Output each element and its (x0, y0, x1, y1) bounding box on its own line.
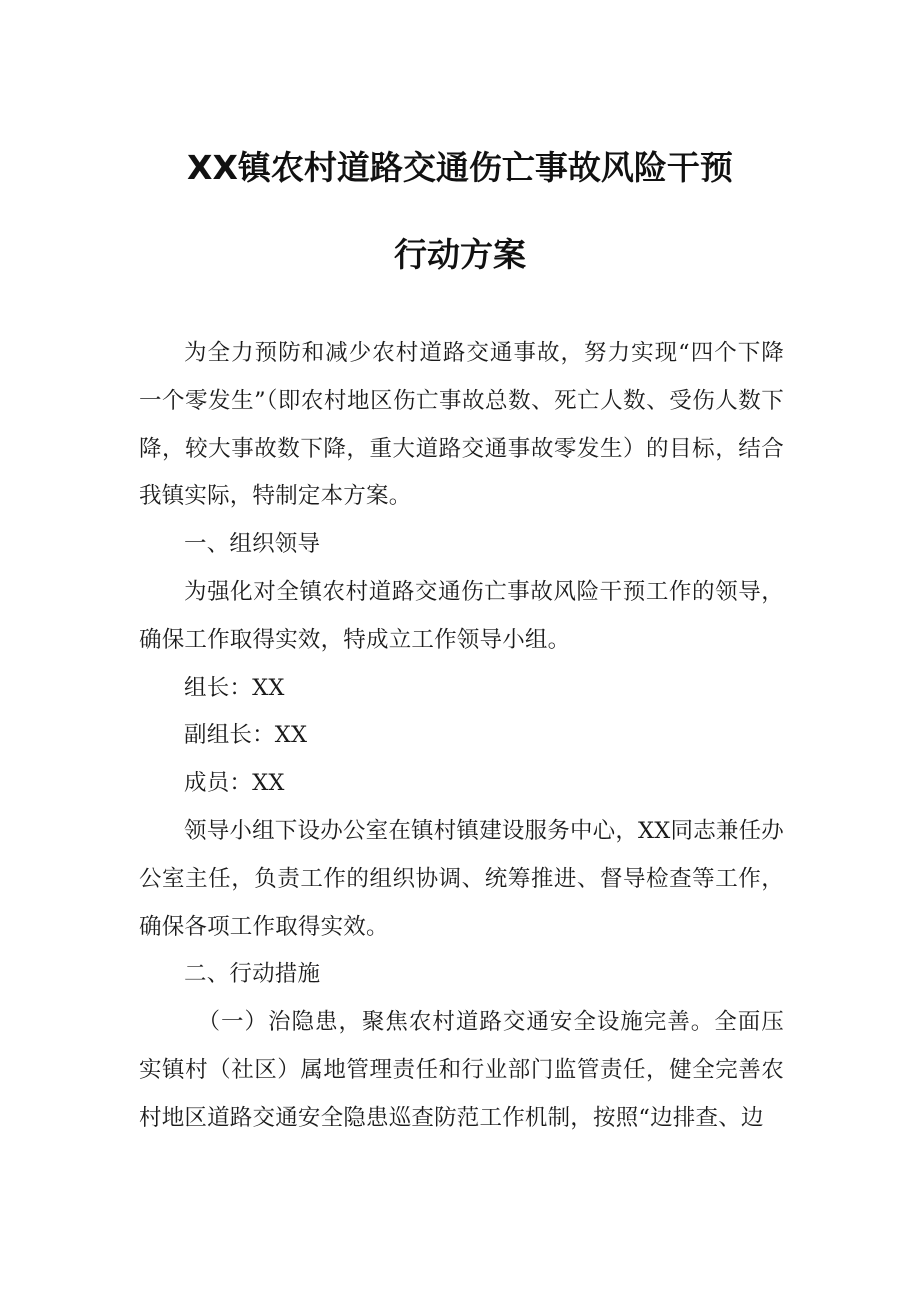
document-title-line-1: XX镇农村道路交通伤亡事故风险干预 (187, 148, 733, 187)
team-members: 成员：XX (184, 770, 285, 797)
paragraph-office: 领导小组下设办公室在镇村镇建设服务中心，XX同志兼任办公室主任，负责工作的组织协调、统筹推进、督导检查等工作，确保各项工作取得实效。 (139, 817, 784, 940)
team-deputy-leader: 副组长：XX (184, 722, 308, 749)
paragraph-leadership: 为强化对全镇农村道路交通伤亡事故风险干预工作的领导，确保工作取得实效，特成立工作领导小组。 (139, 578, 784, 653)
paragraph-intro: 为全力预防和减少农村道路交通事故，努力实现“四个下降一个零发生”（即农村地区伤亡事故总数、死亡人数、受伤人数下降，较大事故数下降，重大道路交通事故零发生）的目标，结合我镇实际，特制定本方案。 (139, 340, 784, 510)
document-body (139, 330, 784, 1143)
document-title-line-2: 行动方案 (394, 235, 526, 274)
section-heading-2: 二、行动措施 (184, 961, 321, 988)
paragraph-measure-1: （一）治隐患，聚焦农村道路交通安全设施完善。全面压实镇村（社区）属地管理责任和行业部门监管责任，健全完善农村地区道路交通安全隐患巡查防范工作机制，按照“边排查、边 (139, 1009, 784, 1131)
team-leader: 组长：XX (184, 674, 285, 701)
section-heading-1: 一、组织领导 (184, 531, 321, 558)
